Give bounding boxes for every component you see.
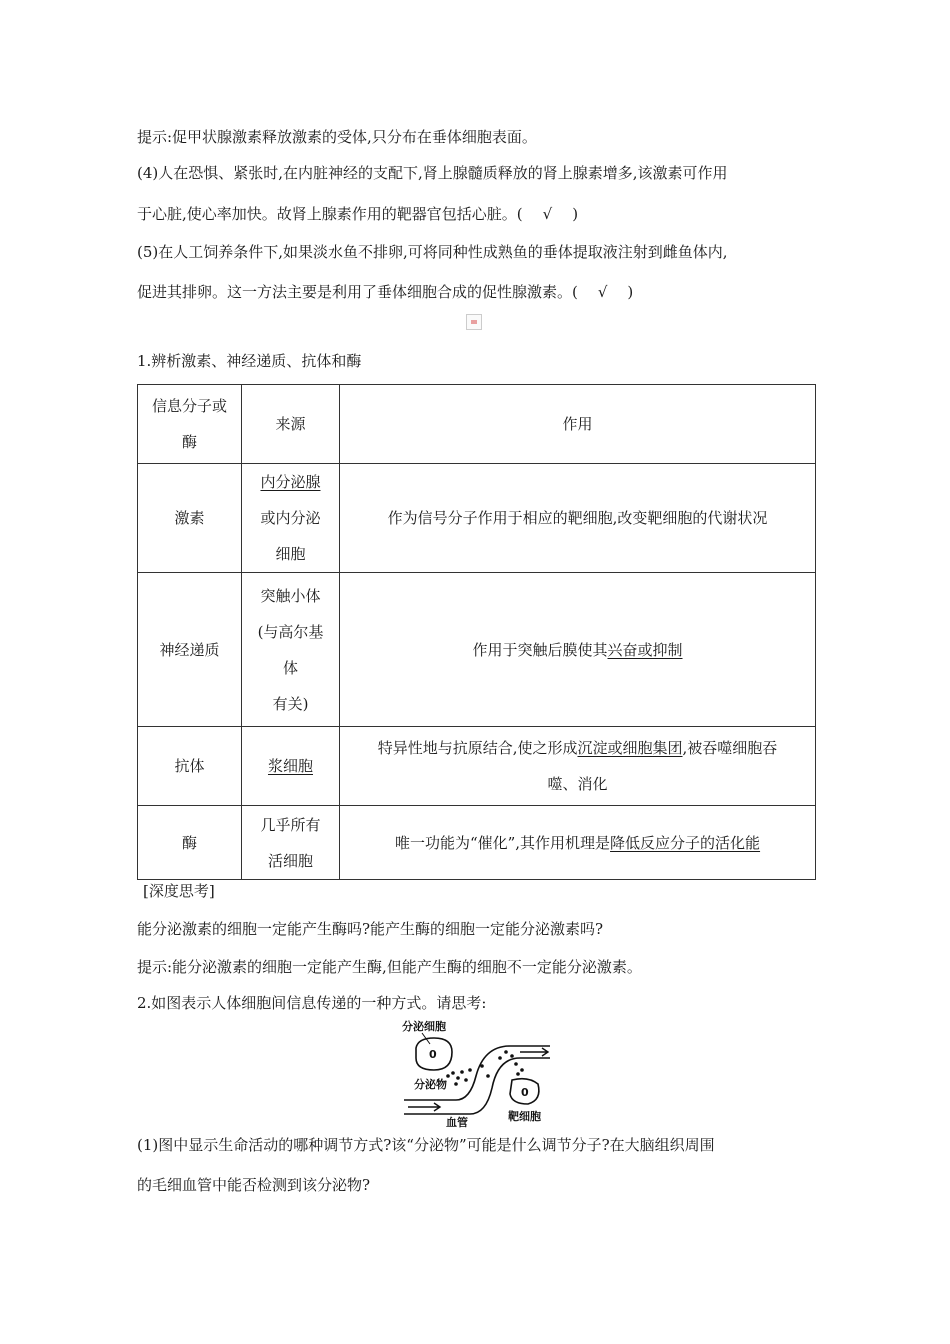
figure-label-target-cell: 靶细胞 bbox=[508, 1110, 541, 1123]
source-line: 有关) bbox=[272, 694, 309, 713]
check-mark: √ bbox=[542, 205, 553, 223]
row-source bbox=[242, 573, 340, 727]
underlined-answer: 浆细胞 bbox=[267, 757, 313, 775]
underlined-answer: 沉淀或细胞集团 bbox=[577, 739, 683, 757]
hint-text: 提示:能分泌激素的细胞一定能产生酶,但能产生酶的细胞不一定能分泌激素。 bbox=[137, 958, 642, 976]
flow-arrow bbox=[408, 1103, 440, 1111]
row-source bbox=[242, 727, 340, 806]
header-function: 作用 bbox=[340, 385, 816, 464]
row-name: 抗体 bbox=[138, 727, 242, 806]
secretory-cell-nucleus: 0 bbox=[429, 1048, 437, 1061]
item-4-line-1: (4)人在恐惧、紧张时,在内脏神经的支配下,肾上腺髓质释放的肾上腺素增多,该激素可作用 bbox=[137, 164, 728, 182]
source-line: (与高尔基 bbox=[257, 622, 324, 641]
item-5-line-2 bbox=[137, 281, 633, 303]
target-cell-nucleus: 0 bbox=[521, 1086, 529, 1099]
figure-label-vessel: 血管 bbox=[446, 1116, 468, 1128]
function-text: ,被吞噬细胞吞 bbox=[682, 739, 778, 757]
row-source bbox=[242, 806, 340, 880]
comparison-table bbox=[137, 384, 816, 880]
table-row bbox=[138, 806, 816, 880]
deep-think-label: [深度思考] bbox=[143, 882, 215, 900]
flow-arrow bbox=[520, 1048, 548, 1056]
source-line: 几乎所有 bbox=[260, 815, 321, 834]
question-text: 能分泌激素的细胞一定能产生酶吗?能产生酶的细胞一定能分泌激素吗? bbox=[137, 920, 604, 938]
table-row bbox=[138, 464, 816, 573]
source-line: 活细胞 bbox=[267, 851, 313, 870]
item-5-text: 促进其排卵。这一方法主要是利用了垂体细胞合成的促性腺激素。( bbox=[137, 283, 578, 301]
item-4-close: ) bbox=[572, 205, 579, 223]
cell-signaling-figure bbox=[400, 1018, 560, 1128]
function-text: 噬、消化 bbox=[547, 775, 608, 793]
row-name: 酶 bbox=[138, 806, 242, 880]
item-4-text: 于心脏,使心率加快。故肾上腺素作用的靶器官包括心脏。( bbox=[137, 205, 523, 223]
underlined-answer: 内分泌腺 bbox=[260, 473, 321, 491]
item-5-line-1: (5)在人工饲养条件下,如果淡水鱼不排卵,可将同种性成熟鱼的垂体提取液注射到雌鱼体内, bbox=[137, 243, 728, 261]
figure-label-secretion: 分泌物 bbox=[414, 1078, 447, 1091]
table-header-row bbox=[138, 385, 816, 464]
row-function bbox=[340, 806, 816, 880]
source-line: 细胞 bbox=[275, 545, 306, 563]
header-molecule-line-1: 信息分子或 bbox=[151, 397, 227, 415]
section-2-title: 2.如图表示人体细胞间信息传递的一种方式。请思考: bbox=[137, 994, 487, 1012]
check-mark: √ bbox=[597, 283, 608, 301]
row-name: 神经递质 bbox=[138, 573, 242, 727]
source-line: 体 bbox=[282, 658, 298, 677]
underlined-answer: 降低反应分子的活化能 bbox=[610, 833, 761, 852]
row-function bbox=[340, 573, 816, 727]
underlined-answer: 兴奋或抑制 bbox=[607, 640, 683, 659]
item-5-close: ) bbox=[627, 283, 634, 301]
row-function bbox=[340, 727, 816, 806]
row-source bbox=[242, 464, 340, 573]
item-4-line-2 bbox=[137, 203, 578, 225]
function-text: 特异性地与抗原结合,使之形成 bbox=[377, 739, 578, 757]
table-row bbox=[138, 573, 816, 727]
hint-text: 提示:促甲状腺激素释放激素的受体,只分布在垂体细胞表面。 bbox=[137, 128, 537, 146]
question-1-line-2: 的毛细血管中能否检测到该分泌物? bbox=[137, 1176, 371, 1194]
header-source: 来源 bbox=[242, 385, 340, 464]
source-line: 或内分泌 bbox=[260, 509, 321, 527]
header-molecule bbox=[138, 385, 242, 464]
figure-label-secretory-cell: 分泌细胞 bbox=[402, 1020, 446, 1033]
question-1-line-1: (1)图中显示生命活动的哪种调节方式?该“分泌物”可能是什么调节分子?在大脑组织周围 bbox=[137, 1136, 715, 1154]
table-row bbox=[138, 727, 816, 806]
source-line: 突触小体 bbox=[260, 586, 321, 605]
broken-image-icon bbox=[466, 314, 482, 330]
row-function: 作为信号分子作用于相应的靶细胞,改变靶细胞的代谢状况 bbox=[340, 464, 816, 573]
row-name: 激素 bbox=[138, 464, 242, 573]
function-text: 作用于突触后膜使其 bbox=[472, 640, 608, 659]
header-molecule-line-2: 酶 bbox=[181, 433, 197, 451]
section-1-title: 1.辨析激素、神经递质、抗体和酶 bbox=[137, 352, 362, 370]
function-text: 唯一功能为“催化”,其作用机理是 bbox=[394, 833, 611, 852]
